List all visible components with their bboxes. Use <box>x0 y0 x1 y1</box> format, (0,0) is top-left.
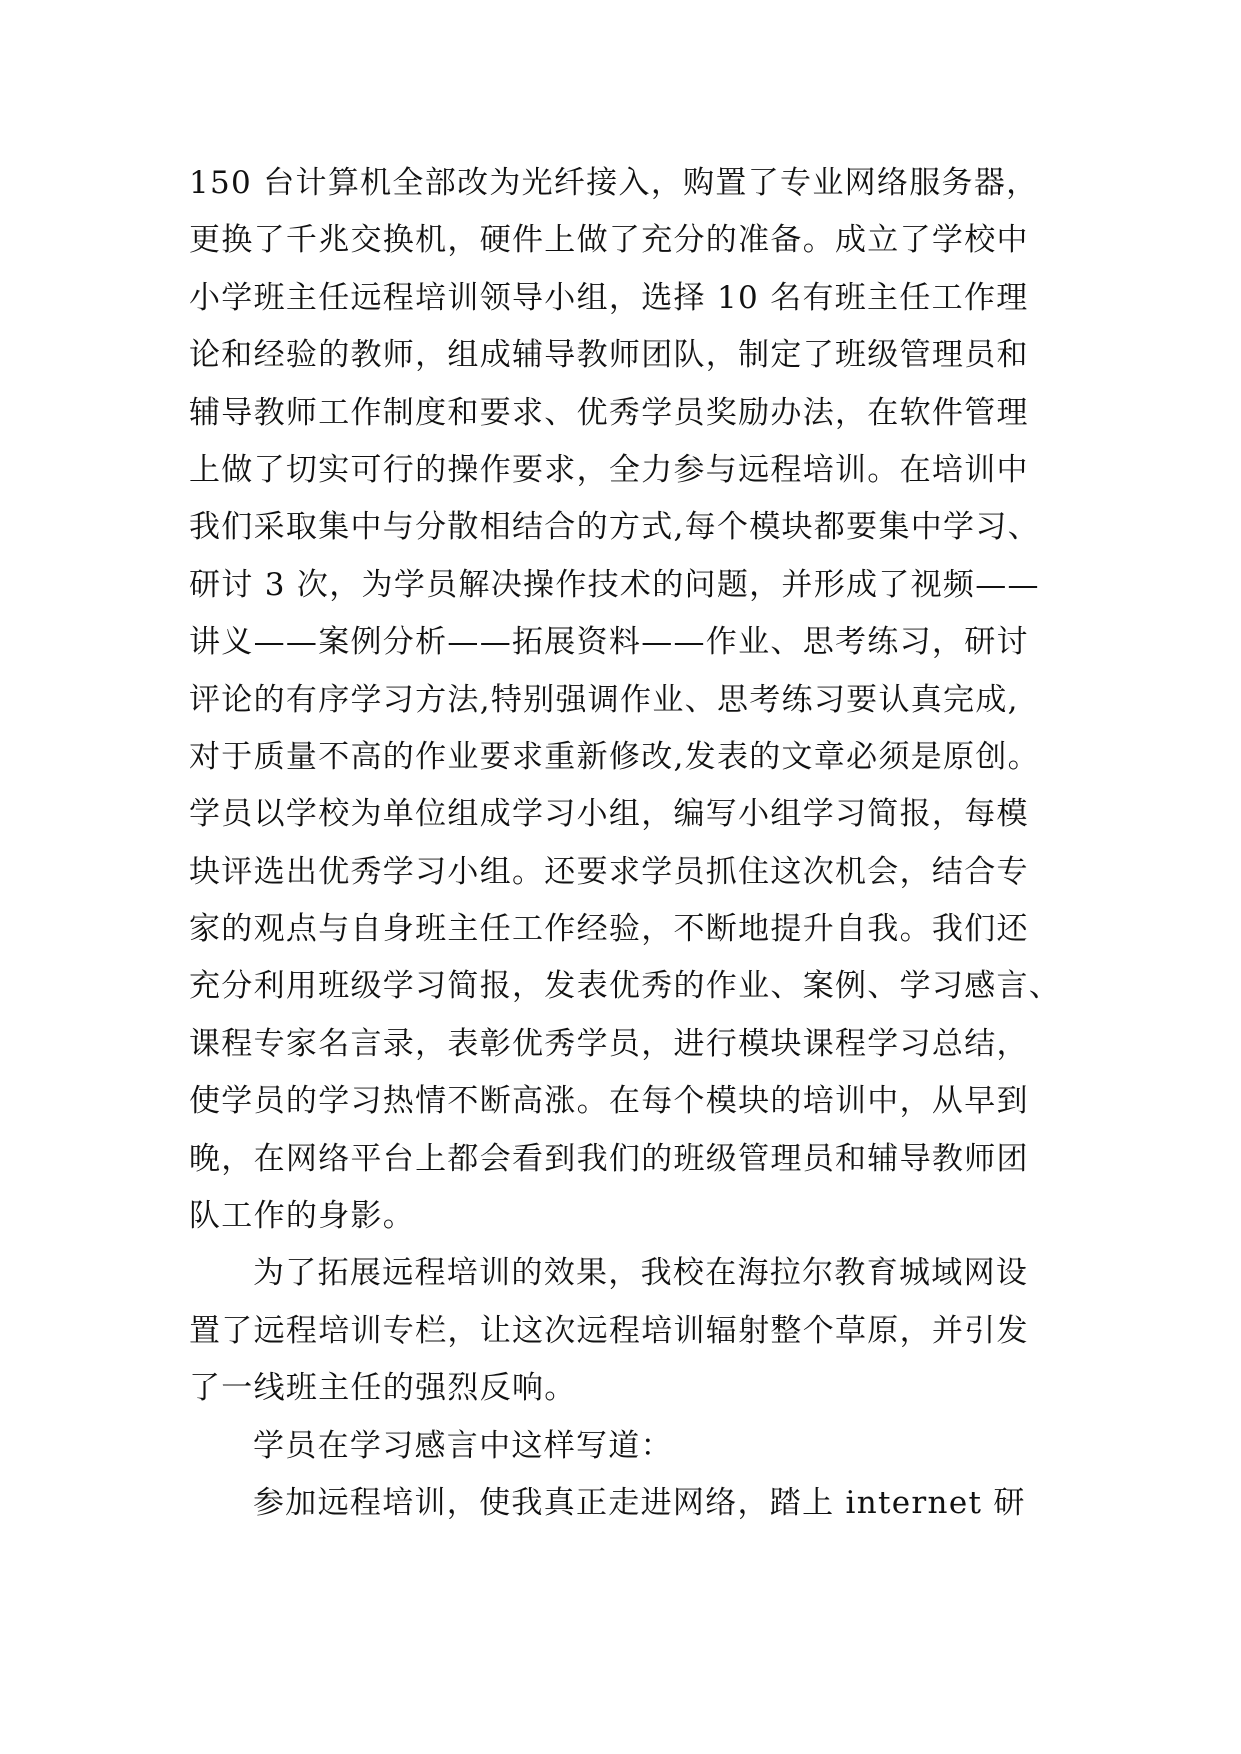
paragraph-start-line: 学员在学习感言中这样写道： <box>253 1427 673 1464</box>
text-line: 置了远程培训专栏，让这次远程培训辐射整个草原，并引发 <box>189 1312 1029 1349</box>
text-line: 评论的有序学习方法,特别强调作业、思考练习要认真完成, <box>189 681 1019 718</box>
text-line: 辅导教师工作制度和要求、优秀学员奖励办法，在软件管理 <box>189 394 1029 431</box>
text-line: 我们采取集中与分散相结合的方式,每个模块都要集中学习、 <box>189 509 1040 546</box>
text-line: 小学班主任远程培训领导小组，选择 10 名有班主任工作理 <box>189 279 1029 316</box>
text-line: 队工作的身影。 <box>189 1198 416 1235</box>
text-line: 学员以学校为单位组成学习小组，编写小组学习简报，每模 <box>189 796 1029 833</box>
text-line: 了一线班主任的强烈反响。 <box>189 1370 577 1407</box>
text-line: 更换了千兆交换机，硬件上做了充分的准备。成立了学校中 <box>189 222 1029 259</box>
text-line: 研讨 3 次，为学员解决操作技术的问题，并形成了视频—— <box>189 566 1040 603</box>
text-line: 充分利用班级学习简报，发表优秀的作业、案例、学习感言、 <box>189 968 1062 1005</box>
text-line: 使学员的学习热情不断高涨。在每个模块的培训中，从早到 <box>189 1083 1029 1120</box>
text-line: 块评选出优秀学习小组。还要求学员抓住这次机会，结合专 <box>189 853 1029 890</box>
body-text <box>189 155 1062 1532</box>
text-line: 上做了切实可行的操作要求，全力参与远程培训。在培训中 <box>189 451 1029 488</box>
text-line: 课程专家名言录，表彰优秀学员，进行模块课程学习总结， <box>189 1025 1029 1062</box>
paragraph-start-line: 参加远程培训，使我真正走进网络，踏上 internet 研 <box>253 1484 1026 1521</box>
text-line: 讲义——案例分析——拓展资料——作业、思考练习，研讨 <box>189 624 1029 661</box>
paragraph-start-line: 为了拓展远程培训的效果，我校在海拉尔教育城域网设 <box>253 1255 1029 1292</box>
text-line: 晚，在网络平台上都会看到我们的班级管理员和辅导教师团 <box>189 1140 1029 1177</box>
text-line: 家的观点与自身班主任工作经验，不断地提升自我。我们还 <box>189 911 1029 948</box>
text-line: 150 台计算机全部改为光纤接入，购置了专业网络服务器， <box>189 165 1039 201</box>
text-line: 对于质量不高的作业要求重新修改,发表的文章必须是原创。 <box>189 738 1040 775</box>
text-line: 论和经验的教师，组成辅导教师团队，制定了班级管理员和 <box>189 337 1029 374</box>
